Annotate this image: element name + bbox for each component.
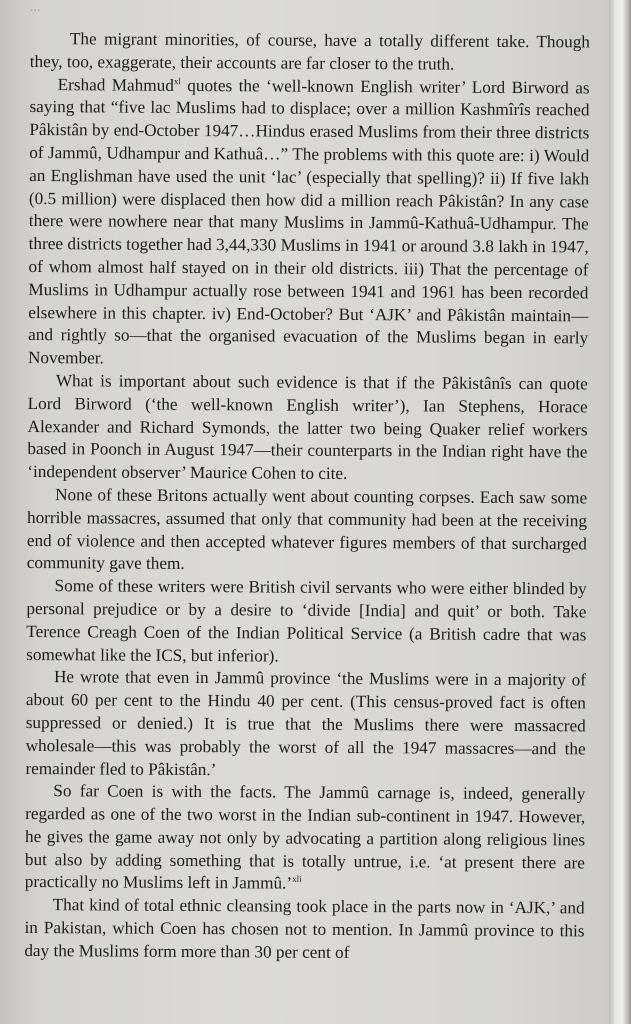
paragraph-2: Ershad Mahmud$^{xl}$ quotes the ‘well-known English writer’ Lord Birword as saying that “five lac Muslims had to displace; over a million Kashmîrîs reached Pâkistân by end-October 1947…Hindus erased Muslims from their three districts of Jammû, Udhampur and Kathuâ…” The problems with this quote are: i) Would an Englishman have used the unit ‘lac’ (especially that spelling)? ii) If five lakh (0.5 million) were displaced then how did a million reach Pâkistân? In any case there were nowhere near that many Muslims in Jammû-Kathuâ-Udhampur. The three districts together had 3,44,330 Muslims in 1941 or around 3.8 lakh in 1947, of whom almost half stayed on in their old districts. iii) That the percentage of Muslims in Udhampur actually rose between 1941 and 1961 has been recorded elsewhere in this chapter. iv) End-October? But ‘AJK’ and Pâkistân maintain—and rightly so—that the organised evacuation of the Muslims began in early November. <box>27 74 590 368</box>
paragraph-8: That kind of total ethnic cleansing took place in the parts now in ‘AJK,’ and in Pakistan, which Coen has chosen not to mention. In Jammû province to this day the Muslims form more than 30 per cent of <box>24 895 585 962</box>
paragraph-4: None of these Britons actually went about counting corpses. Each saw some horrible massacres, assumed that only that community had been at the receiving end of violence and then accepted whatever figures members of that surcharged community gave them. <box>26 485 588 574</box>
page-body <box>24 28 590 966</box>
endnote-marker-xl: xl <box>173 75 181 86</box>
paragraph-1: The migrant minorities, of course, have a totally different take. Though they, too, exaggerate, their accounts are far closer to the truth. <box>29 29 590 74</box>
paragraph-3: What is important about such evidence is that if the Pâkistânîs can quote Lord Birword (‘the well-known English writer’), Ian Stephens, Horace Alexander and Richard Symonds, the latter two being Quaker relief workers based in Poonch in August 1947—their counterparts in the Indian right have the ‘independent observer’ Maurice Cohen to cite. <box>27 371 588 484</box>
paragraph-6: He wrote that even in Jammû province ‘the Muslims were in a majority of about 60 per cent to the Hindu 40 per cent. (This census-proved fact is often suppressed or denied.) It is true that the Muslims there were massacred wholesale—this was probably the worst of all the 1947 massacres—and the remainder fled to Pâkistân.’ <box>25 667 587 779</box>
endnote-marker-xli: xli <box>292 874 302 885</box>
page-edge <box>609 0 631 1024</box>
paragraph-5: Some of these writers were British civil servants who were either blinded by personal prejudice or by a desire to ‘divide [India] and quit’ or both. Take Terence Creagh Coen of the Indian Political Service (a British cadre that was somewhat like the ICS, but inferior). <box>26 576 587 666</box>
paragraph-7: So far Coen is with the facts. The Jammû carnage is, indeed, generally regarded as one of the two worst in the Indian sub-continent in 1947. However, he gives the game away not only by advocating a partition along religious lines but also by adding something that is totally untrue, i.e. ‘at present there are practically no Muslims left in Jammû.’$^{xli}$ <box>24 781 586 894</box>
running-header: ... <box>30 0 41 15</box>
